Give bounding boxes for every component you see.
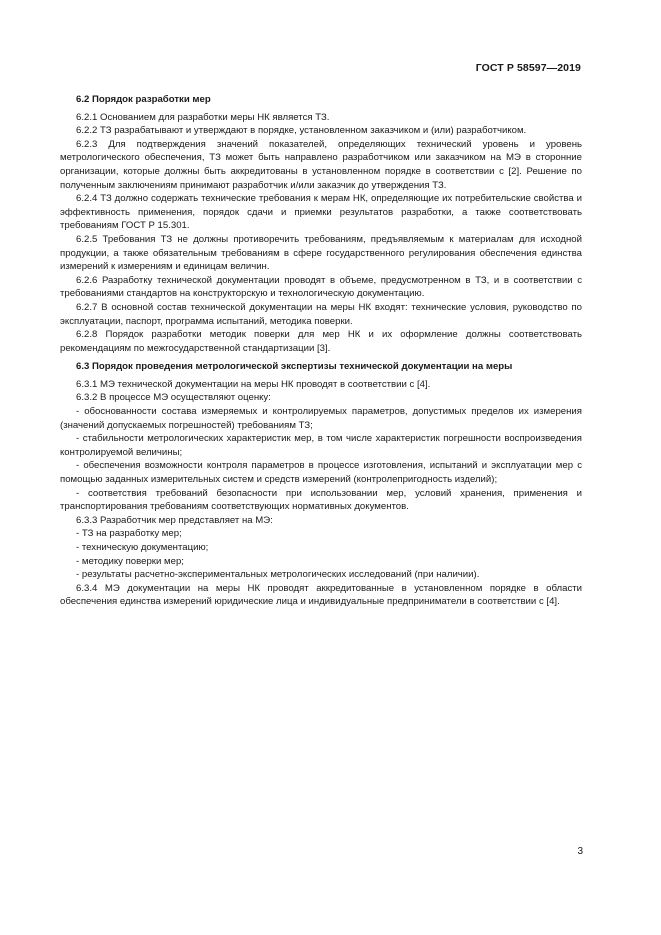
paragraph-6-2-4: 6.2.4 ТЗ должно содержать технические требования к мерам НК, определяющие их потребительские свойства и эффективность применения, порядок сдачи и приемки результатов разработки, а также соответствовать требованиям ГОСТ Р 15.301. <box>60 193 582 232</box>
paragraph-6-2-3: 6.2.3 Для подтверждения значений показателей, определяющих технический уровень и уровень метрологического обеспечения, ТЗ может быть направлено разработчиком или заказчиком на МЭ в сторонние организации, которые должны быть аккредитованы в установленном порядке в соответствии с [2]. Решение по полученным заключениям принимают разработчик и/или заказчик до утверждения ТЗ. <box>60 138 582 191</box>
paragraph-6-2-1: 6.2.1 Основанием для разработки меры НК является ТЗ. <box>76 111 330 123</box>
paragraph-6-2-8: 6.2.8 Порядок разработки методик поверки для мер НК и их оформление должны соответствовать рекомендациям по межгосударственной стандартизации [3]. <box>60 329 582 354</box>
list-item: - соответствия требований безопасности при использовании мер, условий хранения, применения и транспортирования требованиям соответствующих нормативных документов. <box>60 487 582 513</box>
list-item: - результаты расчетно-экспериментальных метрологических исследований (при наличии). <box>76 569 480 581</box>
list-item: - методику поверки мер; <box>76 555 184 567</box>
list-item: - техническую документацию; <box>76 542 209 553</box>
paragraph-6-2-5: 6.2.5 Требования ТЗ не должны противоречить требованиям, предъявляемым к материалам для исходной продукции, а также обязательным требованиям в сфере государственного регулирования обеспечения единства измерений к измерениям и единицам величин. <box>60 233 582 273</box>
paragraph-6-3-1: 6.3.1 МЭ технической документации на меры НК проводят в соответствии с [4]. <box>76 378 431 390</box>
paragraph-6-3-2: 6.3.2 В процессе МЭ осуществляют оценку: <box>76 392 271 404</box>
document-header: ГОСТ Р 58597—2019 <box>475 62 581 74</box>
list-item: - обеспечения возможности контроля параметров в процессе изготовления, испытаний и эксплуатации мер с помощью заданных измерительных систем и средств измерений (контролепригодность изделий); <box>60 460 582 486</box>
paragraph-6-3-3: 6.3.3 Разработчик мер представляет на МЭ: <box>76 514 273 526</box>
list-item: - обоснованности состава измеряемых и контролируемых параметров, допустимых пределов их измерения (значений допускаемых погрешностей) требованиям ТЗ; <box>60 406 582 431</box>
paragraph-6-2-2: 6.2.2 ТЗ разрабатывают и утверждают в порядке, установленном заказчиком и (или) разработчиком. <box>76 125 527 137</box>
list-item: - ТЗ на разработку мер; <box>76 528 182 540</box>
paragraph-6-3-4: 6.3.4 МЭ документации на меры НК проводят аккредитованные в установленном порядке в области обеспечения единства измерений юридические лица и индивидуальные предприниматели в соответствии с [4]. <box>60 582 582 608</box>
paragraph-6-2-6: 6.2.6 Разработку технической документации проводят в объеме, предусмотренном в ТЗ, и в соответствии с требованиями стандартов на конструкторскую и технологическую документацию. <box>60 274 582 300</box>
document-body <box>60 93 582 609</box>
paragraph-6-2-7: 6.2.7 В основной состав технической документации на меры НК входят: технические условия, руководство по эксплуатации, паспорт, программа испытаний, методика поверки. <box>60 301 582 327</box>
section-heading-6-2: 6.2 Порядок разработки мер <box>76 94 211 105</box>
list-item: - стабильности метрологических характеристик мер, в том числе характеристик погрешности воспроизведения контролируемой величины; <box>60 433 582 458</box>
section-heading-6-3: 6.3 Порядок проведения метрологической экспертизы технической документации на меры <box>76 361 513 373</box>
page-number: 3 <box>577 846 583 857</box>
